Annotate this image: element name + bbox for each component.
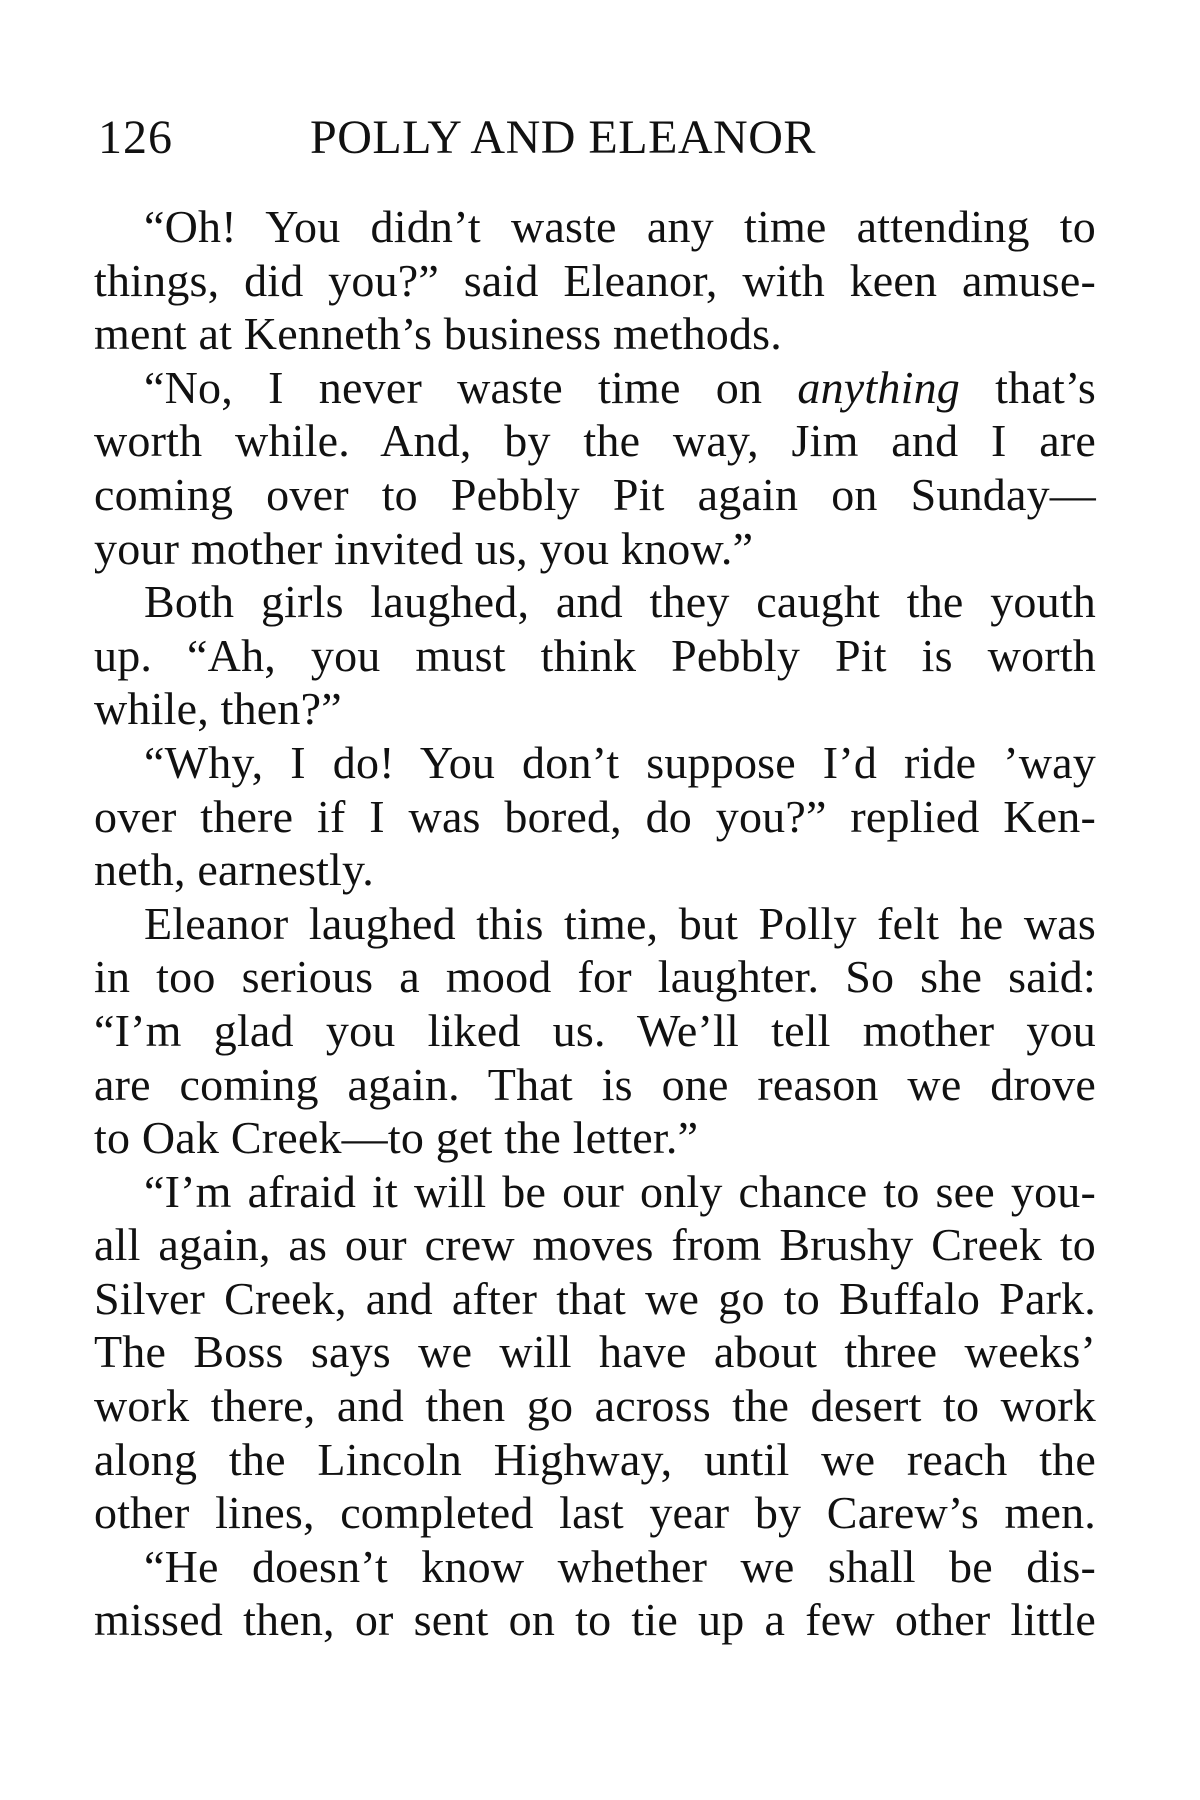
text-line: all again, as our crew moves from Brushy Creek to [94, 1219, 1096, 1271]
text-line: other lines, completed last year by Carew’s men. [94, 1487, 1096, 1539]
text-line: while, then?” [94, 683, 342, 735]
text-line: to Oak Creek—to get the letter.” [94, 1112, 699, 1164]
text-line: “He doesn’t know whether we shall be dis- [144, 1540, 1096, 1592]
text-line: things, did you?” said Eleanor, with keen amuse- [94, 254, 1096, 306]
text-segment: that’s [995, 361, 1097, 413]
text-line: are coming again. That is one reason we drove [94, 1058, 1096, 1110]
text-line: Silver Creek, and after that we go to Buffalo Park. [94, 1272, 1096, 1324]
page-number: 126 [98, 111, 173, 164]
text-line: “Why, I do! You don’t suppose I’d ride ’way [144, 736, 1096, 788]
book-title: POLLY AND ELEANOR [310, 111, 816, 164]
text-line: Eleanor laughed this time, but Polly felt he was [144, 897, 1096, 949]
text-line: work there, and then go across the desert to work [94, 1380, 1096, 1432]
text-line: over there if I was bored, do you?” replied Ken- [94, 790, 1096, 842]
text-line: neth, earnestly. [94, 844, 374, 896]
emphasized-word: anything [797, 361, 960, 413]
body-text [94, 200, 1096, 1647]
text-line: missed then, or sent on to tie up a few other little [94, 1594, 1096, 1646]
text-segment: “No, I never waste time on [144, 361, 763, 413]
text-line: The Boss says we will have about three weeks’ [94, 1326, 1096, 1378]
text-line: in too serious a mood for laughter. So she said: [94, 951, 1096, 1003]
running-head [98, 108, 1098, 168]
text-line: “Oh! You didn’t waste any time attending to [144, 201, 1096, 252]
text-line: coming over to Pebbly Pit again on Sunday— [94, 468, 1096, 520]
text-line: your mother invited us, you know.” [94, 522, 754, 574]
text-line: ment at Kenneth’s business methods. [94, 308, 782, 360]
text-line: up. “Ah, you must think Pebbly Pit is worth [94, 629, 1096, 681]
text-line-with-emphasis [94, 361, 1096, 415]
text-line: worth while. And, by the way, Jim and I are [94, 415, 1096, 467]
text-line: “I’m afraid it will be our only chance to see you- [144, 1165, 1096, 1217]
text-line: Both girls laughed, and they caught the youth [144, 576, 1096, 628]
text-line: “I’m glad you liked us. We’ll tell mother you [94, 1004, 1096, 1056]
text-line: along the Lincoln Highway, until we reach the [94, 1433, 1096, 1485]
